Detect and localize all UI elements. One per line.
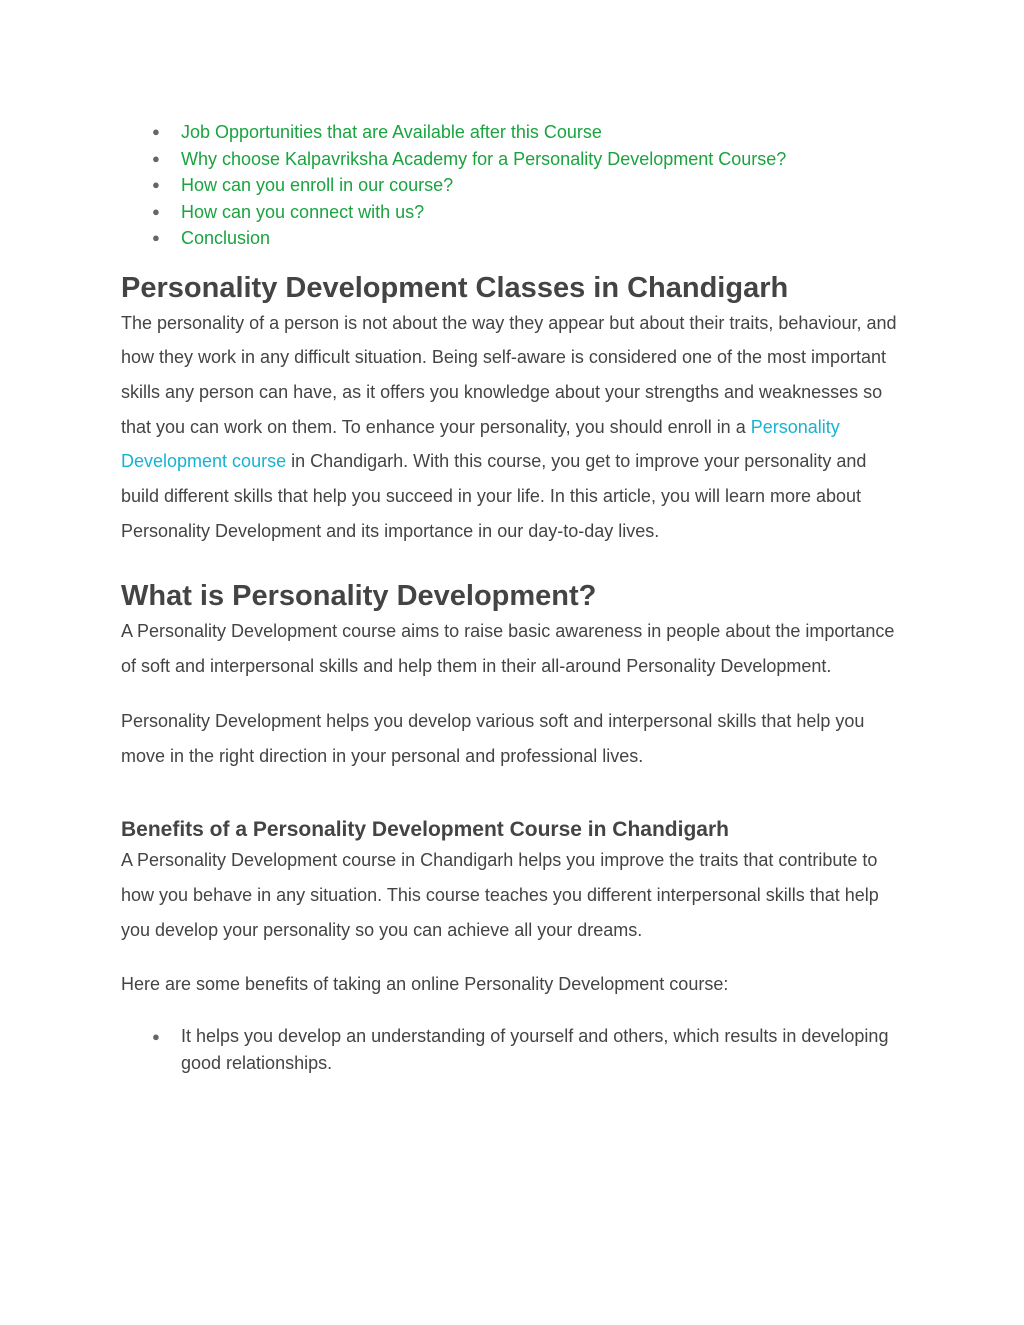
- list-item: [121, 1023, 901, 1077]
- toc-link-why-choose[interactable]: Why choose Kalpavriksha Academy for a Personality Development Course?: [181, 148, 787, 169]
- toc-link-job-opportunities[interactable]: Job Opportunities that are Available after this Course: [181, 122, 602, 142]
- bullet-icon: ●: [152, 124, 160, 139]
- intro-text-before-link: The personality of a person is not about the way they appear but about their traits, behaviour, and how they work in any difficult situation. Being self-aware is considered one of the most important skills any person can have, as it offers you knowledge about your strengths and weaknesses so that you can work on them. To enhance your personality, you should enroll in a: [121, 312, 897, 437]
- personality-development-course-link[interactable]: Personality Development course: [121, 416, 840, 472]
- intro-text-after-link: in Chandigarh. With this course, you get to improve your personality and build different skills that help you succeed in your life. In this article, you will learn more about Personality Development and its importance in our day-to-day lives.: [121, 451, 867, 541]
- bullet-icon: ●: [152, 150, 160, 166]
- bullet-icon: ●: [152, 177, 160, 192]
- bullet-icon: ●: [152, 230, 160, 245]
- heading-personality-development-classes: Personality Development Classes in Chandigarh: [121, 271, 789, 304]
- benefits-paragraph-2: Here are some benefits of taking an online Personality Development course:: [121, 974, 729, 995]
- intro-paragraph: [121, 306, 901, 549]
- bullet-icon: ●: [152, 203, 160, 219]
- what-is-paragraph-2: Personality Development helps you develop various soft and interpersonal skills that help you move in the right direction in your personal and professional lives.: [121, 710, 865, 766]
- heading-what-is-personality-development: What is Personality Development?: [121, 580, 597, 613]
- toc-item: [121, 199, 901, 226]
- table-of-contents: [121, 119, 901, 252]
- toc-item: [121, 119, 901, 146]
- benefits-list: [121, 1023, 901, 1077]
- toc-link-conclusion[interactable]: Conclusion: [181, 228, 271, 248]
- toc-link-how-enroll[interactable]: How can you enroll in our course?: [181, 175, 454, 195]
- bullet-icon: ●: [152, 1029, 160, 1045]
- toc-item: [121, 172, 901, 199]
- toc-item: [121, 225, 901, 252]
- benefits-paragraph-1: A Personality Development course in Chandigarh helps you improve the traits that contribute to how you behave in any situation. This course teaches you different interpersonal skills that help you develop your personality so you can achieve all your dreams.: [121, 850, 879, 940]
- toc-link-how-connect[interactable]: How can you connect with us?: [181, 201, 425, 222]
- document-page: [121, 119, 901, 1077]
- toc-item: [121, 146, 901, 173]
- heading-benefits: Benefits of a Personality Development Course in Chandigarh: [121, 818, 729, 842]
- benefit-text: It helps you develop an understanding of yourself and others, which results in developing good relationships.: [181, 1026, 889, 1074]
- what-is-paragraph-1: A Personality Development course aims to raise basic awareness in people about the importance of soft and interpersonal skills and help them in their all-around Personality Development.: [121, 621, 895, 677]
